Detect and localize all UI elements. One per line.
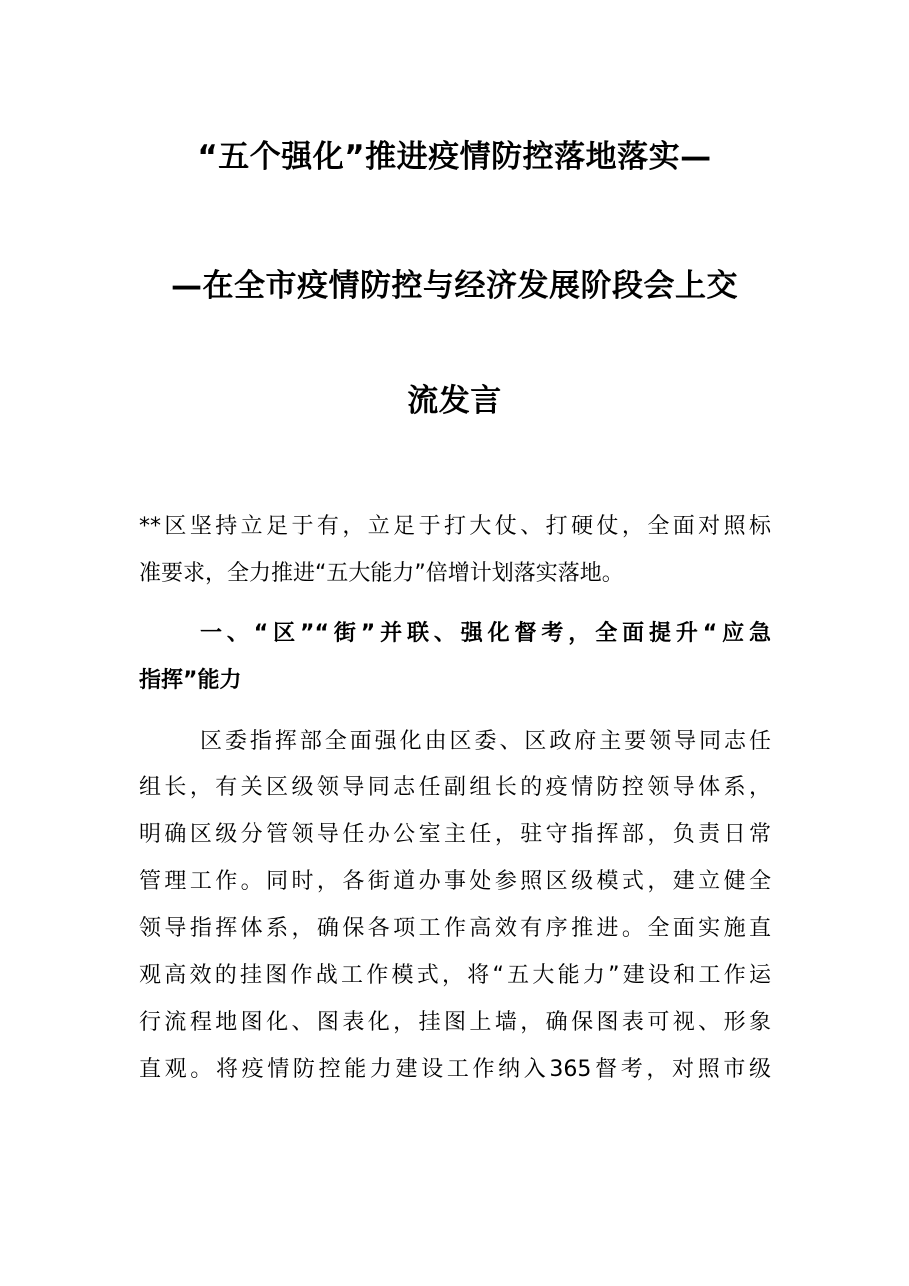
body-line-6: 观高效的挂图作战工作模式，将“五大能力”建设和工作运 <box>139 963 771 988</box>
intro-line-2: 准要求，全力推进“五大能力”倍增计划落实落地。 <box>139 561 624 586</box>
body-line-7: 行流程地图化、图表化，挂图上墙，确保图表可视、形象 <box>139 1010 771 1035</box>
body-line-3: 明确区级分管领导任办公室主任，驻守指挥部，负责日常 <box>139 822 771 847</box>
title-line-2: —在全市疫情防控与经济发展阶段会上交 <box>171 268 738 304</box>
body-line-1: 区委指挥部全面强化由区委、区政府主要领导同志任 <box>200 729 771 754</box>
body-line-4: 管理工作。同时，各街道办事处参照区级模式，建立健全 <box>139 869 771 894</box>
intro-line-1: **区坚持立足于有，立足于打大仗、打硬仗，全面对照标 <box>139 514 771 539</box>
body-line-8: 直观。将疫情防控能力建设工作纳入365督考，对照市级 <box>139 1057 771 1082</box>
body-line-5: 领导指挥体系，确保各项工作高效有序推进。全面实施直 <box>139 916 771 941</box>
title-line-1: “五个强化”推进疫情防控落地落实— <box>197 139 712 175</box>
title-line-3: 流发言 <box>407 383 502 419</box>
body-line-2: 组长，有关区级领导同志任副组长的疫情防控领导体系， <box>139 775 771 800</box>
section-heading-line-2: 指挥”能力 <box>139 668 242 693</box>
section-heading-line-1: 一、“区”“街”并联、强化督考，全面提升“应急 <box>200 621 771 646</box>
